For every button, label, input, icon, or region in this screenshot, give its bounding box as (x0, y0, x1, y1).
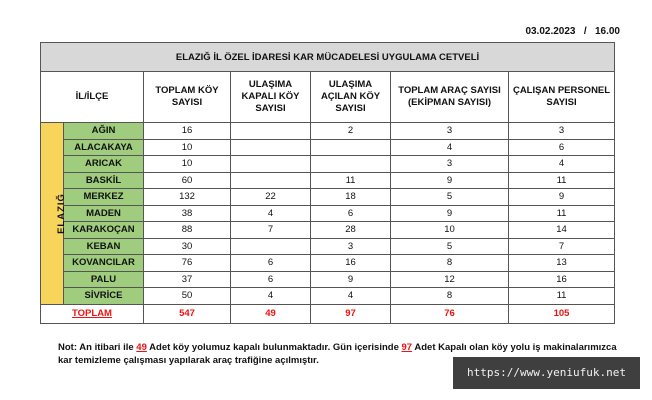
cell-staff: 11 (509, 172, 615, 189)
table-row (41, 189, 615, 206)
table-row (41, 288, 615, 305)
col-header-district: İL/İLÇE (41, 72, 144, 123)
cell-staff: 9 (509, 189, 615, 206)
table-row (41, 255, 615, 272)
table-row (41, 123, 615, 140)
cell-staff: 11 (509, 205, 615, 222)
total-staff: 105 (509, 304, 615, 323)
cell-total: 76 (144, 255, 231, 272)
cell-opened: 2 (311, 123, 391, 140)
cell-vehicles: 8 (391, 288, 509, 305)
watermark-label: https://www.yeniufuk.net (453, 357, 640, 389)
note-closed-count: 49 (136, 342, 147, 353)
cell-opened: 9 (311, 271, 391, 288)
date-separator: / (583, 26, 587, 37)
cell-closed: 4 (231, 288, 311, 305)
cell-total: 37 (144, 271, 231, 288)
cell-total: 16 (144, 123, 231, 140)
district-name: MADEN (64, 205, 144, 222)
cell-total: 30 (144, 238, 231, 255)
table-row (41, 156, 615, 173)
table-row (41, 139, 615, 156)
report-date: 03.02.2023 (525, 26, 576, 37)
cell-closed: 6 (231, 255, 311, 272)
district-name: ALACAKAYA (64, 139, 144, 156)
cell-vehicles: 8 (391, 255, 509, 272)
table-row (41, 222, 615, 239)
cell-staff: 14 (509, 222, 615, 239)
district-name: BASKİL (64, 172, 144, 189)
cell-total: 132 (144, 189, 231, 206)
province-label: ELAZIĞ (55, 192, 67, 234)
cell-closed: 6 (231, 271, 311, 288)
note-prefix: Not: An itibari ile (58, 342, 134, 353)
col-header-vehicles: TOPLAM ARAÇ SAYISI (EKİPMAN SAYISI) (391, 72, 509, 123)
cell-closed (231, 139, 311, 156)
cell-opened: 6 (311, 205, 391, 222)
cell-opened: 16 (311, 255, 391, 272)
cell-closed: 7 (231, 222, 311, 239)
col-header-closed-villages: ULAŞIMA KAPALI KÖY SAYISI (231, 72, 311, 123)
cell-opened: 4 (311, 288, 391, 305)
cell-opened: 11 (311, 172, 391, 189)
cell-vehicles: 3 (391, 156, 509, 173)
district-name: KOVANCILAR (64, 255, 144, 272)
district-name: ARICAK (64, 156, 144, 173)
district-name: SİVRİCE (64, 288, 144, 305)
district-name: AĞIN (64, 123, 144, 140)
cell-total: 50 (144, 288, 231, 305)
cell-staff: 6 (509, 139, 615, 156)
note-middle: Adet köy yolumuz kapalı bulunmaktadır. Gün içerisinde (149, 342, 399, 353)
cell-closed (231, 172, 311, 189)
cell-total: 10 (144, 139, 231, 156)
cell-staff: 11 (509, 288, 615, 305)
cell-opened (311, 156, 391, 173)
cell-vehicles: 9 (391, 205, 509, 222)
cell-closed: 4 (231, 205, 311, 222)
report-time: 16.00 (594, 26, 620, 37)
cell-closed (231, 238, 311, 255)
table-row (41, 271, 615, 288)
table-row (41, 205, 615, 222)
cell-total: 38 (144, 205, 231, 222)
total-total: 547 (144, 304, 231, 323)
total-vehicles: 76 (391, 304, 509, 323)
cell-vehicles: 10 (391, 222, 509, 239)
cell-opened: 3 (311, 238, 391, 255)
total-opened: 97 (311, 304, 391, 323)
table-row (41, 238, 615, 255)
cell-vehicles: 3 (391, 123, 509, 140)
totals-label: TOPLAM (41, 304, 144, 323)
col-header-opened-villages: ULAŞIMA AÇILAN KÖY SAYISI (311, 72, 391, 123)
table-row (41, 172, 615, 189)
district-name: MERKEZ (64, 189, 144, 206)
note-suffix: Adet Kapalı olan köy yolu iş makinalarımızca kar temizleme çalışması yapılarak araç trafiğine açılmıştır. (58, 342, 617, 366)
cell-closed (231, 123, 311, 140)
cell-staff: 3 (509, 123, 615, 140)
cell-vehicles: 4 (391, 139, 509, 156)
cell-opened (311, 139, 391, 156)
district-name: KARAKOÇAN (64, 222, 144, 239)
date-time-line (490, 26, 620, 37)
snow-fighting-table (40, 42, 615, 324)
cell-closed (231, 156, 311, 173)
cell-total: 10 (144, 156, 231, 173)
total-closed: 49 (231, 304, 311, 323)
note-opened-count: 97 (401, 342, 413, 353)
totals-row (41, 304, 615, 323)
cell-total: 88 (144, 222, 231, 239)
cell-staff: 4 (509, 156, 615, 173)
cell-vehicles: 12 (391, 271, 509, 288)
cell-staff: 13 (509, 255, 615, 272)
col-header-total-villages: TOPLAM KÖY SAYISI (144, 72, 231, 123)
cell-staff: 7 (509, 238, 615, 255)
district-name: KEBAN (64, 238, 144, 255)
district-name: PALU (64, 271, 144, 288)
col-header-staff: ÇALIŞAN PERSONEL SAYISI (509, 72, 615, 123)
province-cell (41, 123, 67, 305)
cell-vehicles: 5 (391, 189, 509, 206)
cell-staff: 16 (509, 271, 615, 288)
cell-opened: 28 (311, 222, 391, 239)
cell-total: 60 (144, 172, 231, 189)
cell-vehicles: 5 (391, 238, 509, 255)
cell-closed: 22 (231, 189, 311, 206)
table-title: ELAZIĞ İL ÖZEL İDARESİ KAR MÜCADELESİ UYGULAMA CETVELİ (41, 43, 615, 72)
cell-vehicles: 9 (391, 172, 509, 189)
cell-opened: 18 (311, 189, 391, 206)
